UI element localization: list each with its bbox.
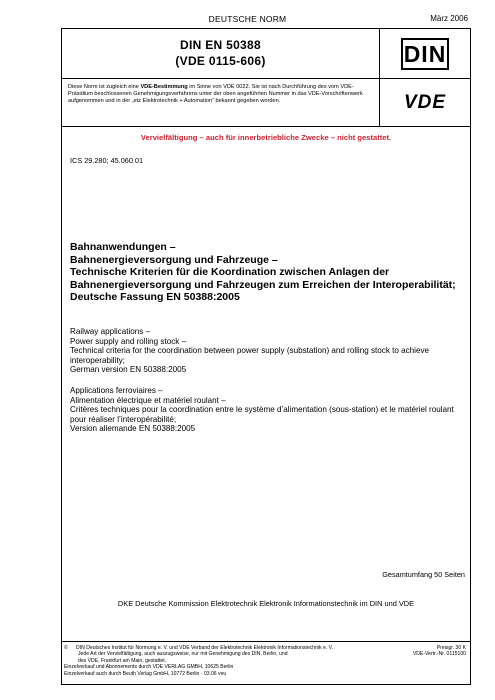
title-en-line: Power supply and rolling stock – xyxy=(70,336,187,346)
footer-copyright xyxy=(64,645,389,677)
vde-classification: (VDE 0115-606) xyxy=(175,54,266,68)
title-en-line: Railway applications – xyxy=(70,327,151,336)
dke-line: DKE Deutsche Kommission Elektrotechnik Elektronik Informationstechnik im DIN und VDE xyxy=(117,599,415,608)
vde-note-text-1: Diese Norm ist zugleich eine xyxy=(68,84,141,90)
vde-note-bold: VDE-Bestimmung xyxy=(140,84,188,90)
vde-note xyxy=(62,79,380,127)
total-pages: Gesamtumfang 50 Seiten xyxy=(382,570,465,579)
publication-date: März 2006 xyxy=(430,14,468,23)
vde-note-text-2: im Sinne von VDE 0022. Sie ist nach Durchführung des vom VDE-Präsidium beschlossenen Genehmigungsverfahrens unter der oben angeführten Nummer in das VDE-Vorschriftenwerk aufgenommen und in der „etz Elektrotechnik + Automation“ bekannt gegeben worden. xyxy=(68,84,363,104)
title-en-line: Technical criteria for the coordination between power supply (substation) and rolling stock to achieve interoperability; xyxy=(70,346,430,365)
footer xyxy=(62,641,470,685)
title-en-line: German version EN 50388:2005 xyxy=(70,365,187,375)
title-fr-line: Critères techniques pour la coordination entre le système d’alimentation (sous-station) et le matériel roulant pour réaliser l’interopérabilité; xyxy=(70,405,454,424)
title-fr-line: Version allemande EN 50388:2005 xyxy=(70,424,196,434)
title-fr-line: Applications ferroviaires – xyxy=(70,386,163,395)
title-de-line: Technische Kriterien für die Koordination zwischen Anlagen der Bahnenergieversorgung und Fahrzeugen zum Erreichen der Interoperabilität; xyxy=(70,266,456,291)
vde-row xyxy=(62,79,470,127)
footer-line-3: des VDE, Frankfurt am Main, gestattet. xyxy=(78,657,167,664)
ics-code: ICS 29.280; 45.060.01 xyxy=(70,156,144,165)
vde-logo: VDE xyxy=(403,92,447,113)
standard-number: DIN EN 50388 xyxy=(180,38,261,52)
page-header xyxy=(0,14,495,26)
footer-line-1: DIN Deutsches Institut für Normung e. V. und VDE Verband der Elektrotechnik Elektronik Informationstechnik e. V. xyxy=(76,645,333,651)
footer-line-2: Jede Art der Vervielfältigung, auch auszugsweise, nur mit Genehmigung des DIN, Berlin, und xyxy=(78,651,288,658)
title-german xyxy=(70,241,466,304)
vde-vertr-nr: VDE-Vertr.-Nr. 0115100 xyxy=(412,651,466,658)
title-english xyxy=(70,327,466,375)
standard-header-row xyxy=(62,29,470,79)
title-fr-line: Alimentation électrique et matériel roulant – xyxy=(70,395,226,405)
title-de-line: Bahnanwendungen – xyxy=(70,241,176,253)
din-logo-mark: DIN xyxy=(401,38,449,70)
title-de-line: Deutsche Fassung EN 50388:2005 xyxy=(70,291,240,303)
din-logo xyxy=(380,29,470,79)
title-french xyxy=(70,386,466,434)
title-page-frame xyxy=(61,28,471,685)
title-de-line: Bahnenergieversorgung und Fahrzeuge – xyxy=(70,253,278,266)
footer-line-4: Einzelverkauf und Abonnements durch VDE VERLAG GMBH, 10625 Berlin xyxy=(64,664,234,671)
price-group: Preisgr. 30 K xyxy=(436,645,466,651)
footer-price xyxy=(413,645,466,658)
copyright-icon: © xyxy=(64,645,68,651)
footer-line-5: Einzelverkauf auch durch Beuth Verlag GmbH, 10772 Berlin · 03.06 veu xyxy=(64,670,227,677)
copy-warning: Vervielfältigung – auch für innerbetriebliche Zwecke – nicht gestattet. xyxy=(140,133,392,142)
standard-identifier xyxy=(62,29,380,79)
norm-type: DEUTSCHE NORM xyxy=(208,14,287,24)
